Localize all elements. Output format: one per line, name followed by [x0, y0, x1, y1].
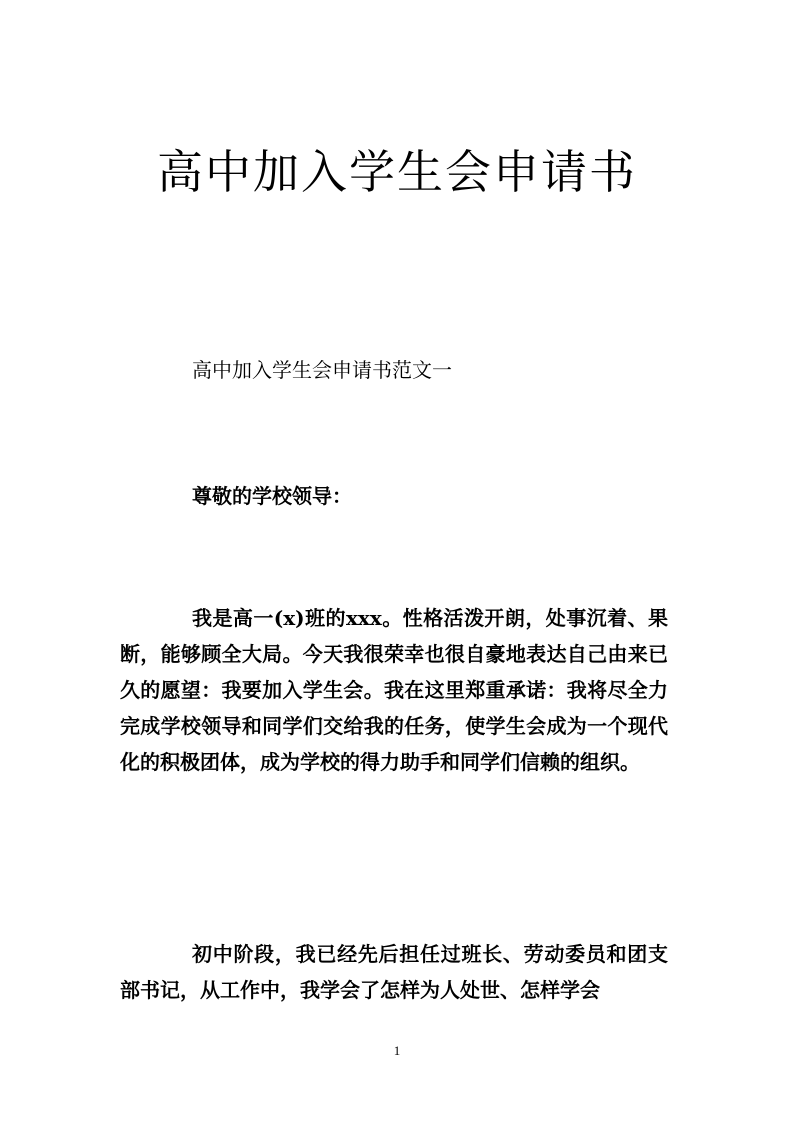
body-paragraph: 我是高一(x)班的xxx。性格活泼开朗，处事沉着、果断，能够顾全大局。今天我很荣幸也很自豪地表达自己由来已久的愿望：我要加入学生会。我在这里郑重承诺：我将尽全力完成学校领导和同学们交给我的任务，使学生会成为一个现代化的积极团体，成为学校的得力助手和同学们信赖的组织。 [120, 606, 668, 774]
page-number: 1 [393, 1043, 401, 1058]
document-subtitle: 高中加入学生会申请书范文一 [192, 358, 452, 382]
body-paragraph: 初中阶段，我已经先后担任过班长、劳动委员和团支部书记，从工作中，我学会了怎样为人处世、怎样学会 [120, 942, 668, 1002]
salutation: 尊敬的学校领导： [192, 484, 352, 508]
document-title: 高中加入学生会申请书 [157, 145, 637, 199]
